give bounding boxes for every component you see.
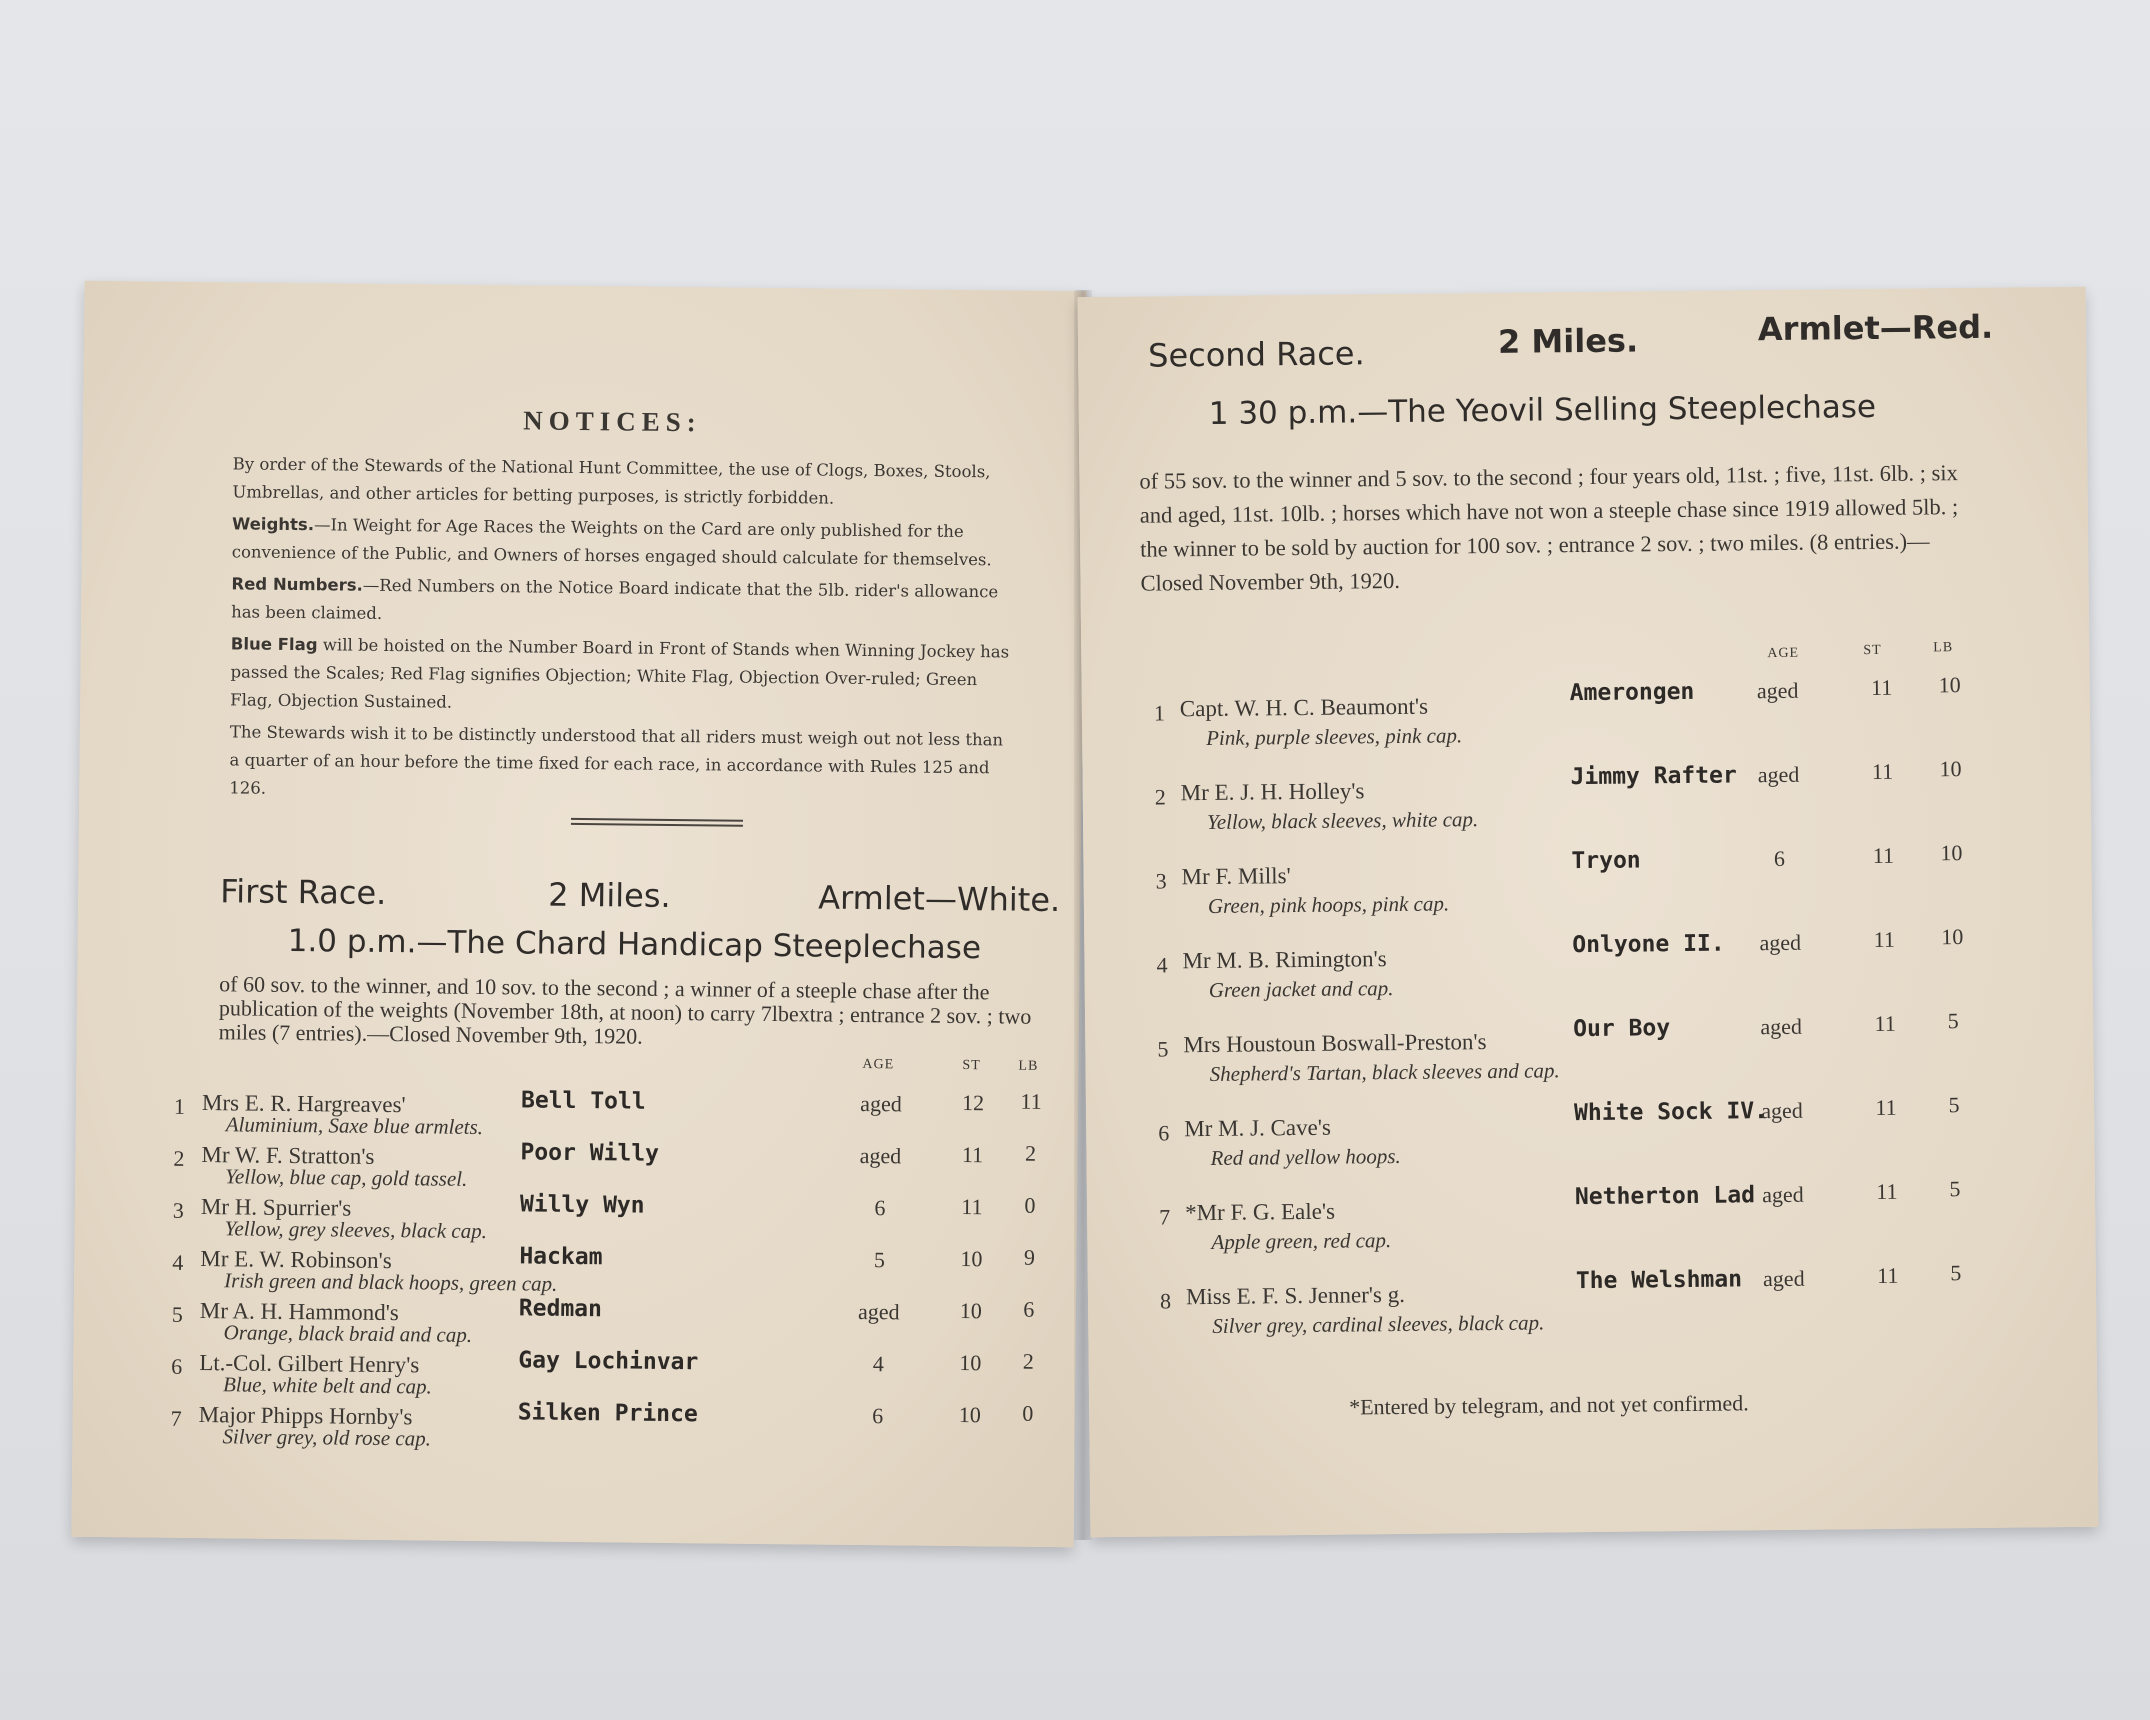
entry-lb: 0 xyxy=(1024,1192,1036,1218)
entry-number: 7 xyxy=(170,1405,182,1431)
entry-age: aged xyxy=(1759,929,1802,956)
entry-number: 1 xyxy=(1153,700,1166,726)
race-conditions: of 60 sov. to the winner, and 10 sov. to the second ; a winner of a steeple chase after the publication of the weights (November 18th, at noon) to carry 7lbextra ; entrance 2 sov. ; two miles (7 entries).—Closed November 9th, 1920. xyxy=(218,971,1032,1049)
entry-st: 10 xyxy=(958,1402,981,1428)
entry-colors: Yellow, black sleeves, white cap. xyxy=(1206,807,1479,834)
entry-number: 1 xyxy=(173,1093,186,1119)
entry-horse: Willy Wyn xyxy=(519,1191,645,1219)
col-age: AGE xyxy=(1767,645,1800,662)
entry-horse: The Welshman xyxy=(1575,1266,1743,1295)
entry-number: 5 xyxy=(171,1301,183,1327)
entry-horse: White Sock IV. xyxy=(1573,1098,1769,1127)
col-st: ST xyxy=(962,1058,981,1074)
entry-colors: Silver grey, cardinal sleeves, black cap. xyxy=(1212,1310,1545,1338)
entry-number: 7 xyxy=(1159,1204,1171,1230)
entry-number: 8 xyxy=(1159,1288,1172,1314)
entry-owner: Mr M. B. Rimington's xyxy=(1182,946,1387,974)
race-distance: 2 Miles. xyxy=(548,875,671,915)
entry-st: 11 xyxy=(1876,1178,1898,1204)
entry-st: 11 xyxy=(1872,842,1895,869)
entry-colors: Green, pink hoops, pink cap. xyxy=(1207,891,1450,918)
entry-owner: Mr H. Spurrier's xyxy=(200,1194,352,1221)
entry-colors: Yellow, grey sleeves, black cap. xyxy=(224,1216,488,1244)
footnote: *Entered by telegram, and not yet confirmed. xyxy=(1349,1390,1749,1420)
entry-horse: Redman xyxy=(518,1295,603,1323)
notice-item: Blue Flag will be hoisted on the Number Board in Front of Stands when Winning Jockey has passed the Scales; Red Flag signifies Objection; White Flag, Objection Over-ruled; Green Flag, Objection Sustained. xyxy=(230,634,1010,712)
entry-owner: Mrs Houstoun Boswall-Preston's xyxy=(1183,1029,1487,1058)
entry-lb: 2 xyxy=(1022,1348,1034,1374)
entry-colors: Silver grey, old rose cap. xyxy=(222,1424,432,1451)
entry-st: 11 xyxy=(1877,1262,1899,1288)
col-age: AGE xyxy=(862,1056,895,1073)
entry-owner: Lt.-Col. Gilbert Henry's xyxy=(199,1350,420,1378)
entry-horse: Bell Toll xyxy=(520,1087,646,1115)
race-armlet: Armlet—Red. xyxy=(1757,307,1994,349)
entry-lb: 10 xyxy=(1941,924,1964,950)
notice-item: Red Numbers.—Red Numbers on the Notice Board indicate that the 5lb. rider's allowance has been claimed. xyxy=(231,574,999,623)
entry-number: 4 xyxy=(1156,952,1168,978)
entry-horse: Gay Lochinvar xyxy=(518,1347,699,1376)
entry-colors: Pink, purple sleeves, pink cap. xyxy=(1206,723,1463,750)
notice-item: Weights.—In Weight for Age Races the Weights on the Card are only published for the convenience of the Public, and Owners of horses engaged should calculate for themselves. xyxy=(231,514,992,570)
entry-st: 11 xyxy=(1870,674,1893,701)
entry-lb: 5 xyxy=(1948,1092,1960,1118)
entry-colors: Apple green, red cap. xyxy=(1211,1228,1392,1254)
notice-item: The Stewards wish it to be distinctly understood that all riders must weigh out not less than a quarter of an hour before the time fixed for each race, in accordance with Rules 125 and 126. xyxy=(229,722,1004,798)
entry-lb: 5 xyxy=(1947,1008,1959,1034)
race-title: 1 30 p.m.—The Yeovil Selling Steeplechase xyxy=(1208,388,1877,432)
entry-colors: Shepherd's Tartan, black sleeves and cap. xyxy=(1209,1058,1560,1086)
entry-colors: Yellow, blue cap, gold tassel. xyxy=(225,1164,468,1191)
entry-lb: 10 xyxy=(1940,840,1963,866)
entry-lb: 6 xyxy=(1023,1296,1035,1322)
entry-horse: Jimmy Rafter xyxy=(1570,762,1737,791)
entry-number: 3 xyxy=(172,1197,185,1223)
race-distance: 2 Miles. xyxy=(1497,321,1639,361)
entry-age: 6 xyxy=(872,1403,884,1429)
right-page xyxy=(1078,287,2099,1537)
entry-number: 6 xyxy=(171,1353,183,1379)
entry-age: aged xyxy=(1757,761,1800,788)
entry-owner: Mr F. Mills' xyxy=(1181,863,1291,890)
entry-colors: Blue, white belt and cap. xyxy=(222,1372,432,1399)
entry-owner: Miss E. F. S. Jenner's g. xyxy=(1185,1281,1406,1310)
entry-lb: 10 xyxy=(1939,756,1962,782)
entry-st: 12 xyxy=(961,1090,985,1116)
entry-age: 5 xyxy=(873,1247,886,1273)
entry-owner: Mr W. F. Stratton's xyxy=(201,1142,375,1169)
col-lb: LB xyxy=(1018,1058,1039,1074)
entry-age: aged xyxy=(859,1142,902,1169)
entry-owner: Mr M. J. Cave's xyxy=(1184,1114,1331,1142)
entry-age: aged xyxy=(1761,1097,1803,1124)
entry-owner: Mr E. J. H. Holley's xyxy=(1180,778,1365,806)
entry-colors: Red and yellow hoops. xyxy=(1210,1143,1401,1170)
entry-st: 10 xyxy=(960,1246,983,1272)
entry-colors: Irish green and black hoops, green cap. xyxy=(224,1268,558,1296)
notices-title: NOTICES: xyxy=(523,405,702,438)
entry-owner: Mrs E. R. Hargreaves' xyxy=(201,1090,406,1118)
entry-number: 3 xyxy=(1155,868,1167,894)
entry-horse: Netherton Lad xyxy=(1574,1182,1756,1211)
entry-age: aged xyxy=(1760,1013,1803,1040)
entry-lb: 5 xyxy=(1949,1176,1961,1202)
entry-number: 4 xyxy=(172,1249,184,1275)
entry-horse: Poor Willy xyxy=(520,1139,660,1167)
left-page xyxy=(71,281,1086,1547)
entry-number: 5 xyxy=(1157,1036,1169,1062)
entry-st: 11 xyxy=(1873,926,1896,953)
entry-age: aged xyxy=(1762,1265,1805,1292)
entry-age: aged xyxy=(860,1090,902,1117)
entry-lb: 10 xyxy=(1938,672,1961,698)
entry-st: 11 xyxy=(1874,1010,1896,1037)
entry-age: aged xyxy=(857,1298,900,1325)
entry-age: 6 xyxy=(874,1195,886,1221)
race-title: 1.0 p.m.—The Chard Handicap Steeplechase xyxy=(287,922,982,967)
entry-st: 10 xyxy=(959,1350,982,1376)
entry-owner: *Mr F. G. Eale's xyxy=(1184,1198,1336,1226)
notice-item: By order of the Stewards of the National Hunt Committee, the use of Clogs, Boxes, Stools, Umbrellas, and other articles for betting purposes, is strictly forbidden. xyxy=(232,454,991,508)
entry-number: 2 xyxy=(173,1145,185,1171)
entry-age: 6 xyxy=(1773,845,1786,872)
entry-owner: Mr E. W. Robinson's xyxy=(200,1246,392,1274)
race-armlet: Armlet—White. xyxy=(817,878,1061,920)
entry-st: 11 xyxy=(961,1142,984,1168)
entry-horse: Our Boy xyxy=(1573,1015,1671,1043)
entry-horse: Tryon xyxy=(1571,847,1641,875)
entry-lb: 5 xyxy=(1950,1260,1962,1286)
entry-age: aged xyxy=(1762,1181,1804,1208)
entry-lb: 9 xyxy=(1023,1244,1036,1270)
col-st: ST xyxy=(1863,642,1882,659)
entry-owner: Mr A. H. Hammond's xyxy=(199,1298,399,1326)
entry-horse: Onlyone II. xyxy=(1572,930,1725,959)
entry-st: 10 xyxy=(959,1298,982,1324)
race-conditions: of 55 sov. to the winner and 5 sov. to the second ; four years old, 11st. ; five, 11st. 6lb. ; six and aged, 11st. 10lb. ; horses which have not won a steeple chase since 1919 allowed 5lb. ; the winner to be sold by auction for 100 sov. ; entrance 2 sov. ; two miles. (8 entries.)—Closed November 9th, 1920. xyxy=(1139,460,1959,596)
divider xyxy=(571,818,743,827)
entry-owner: Major Phipps Hornby's xyxy=(198,1402,413,1430)
entry-colors: Orange, black braid and cap. xyxy=(223,1320,473,1347)
entry-age: aged xyxy=(1756,677,1799,704)
entry-owner: Capt. W. H. C. Beaumont's xyxy=(1179,693,1429,722)
entry-number: 6 xyxy=(1158,1120,1170,1146)
entry-colors: Green jacket and cap. xyxy=(1208,976,1394,1002)
entry-number: 2 xyxy=(1154,784,1166,810)
entry-age: 4 xyxy=(872,1351,884,1377)
entry-lb: 0 xyxy=(1022,1400,1034,1426)
entry-st: 11 xyxy=(961,1194,983,1220)
entry-st: 11 xyxy=(1875,1094,1897,1120)
entry-lb: 11 xyxy=(1020,1088,1042,1114)
entry-colors: Aluminium, Saxe blue armlets. xyxy=(225,1112,484,1140)
race-label: First Race. xyxy=(220,872,387,912)
entry-st: 11 xyxy=(1871,758,1894,785)
entry-horse: Silken Prince xyxy=(517,1399,698,1428)
entry-horse: Hackam xyxy=(519,1243,603,1271)
race-label: Second Race. xyxy=(1147,334,1365,375)
col-lb: LB xyxy=(1933,640,1954,656)
entry-horse: Amerongen xyxy=(1569,678,1695,707)
entry-lb: 2 xyxy=(1024,1140,1037,1166)
